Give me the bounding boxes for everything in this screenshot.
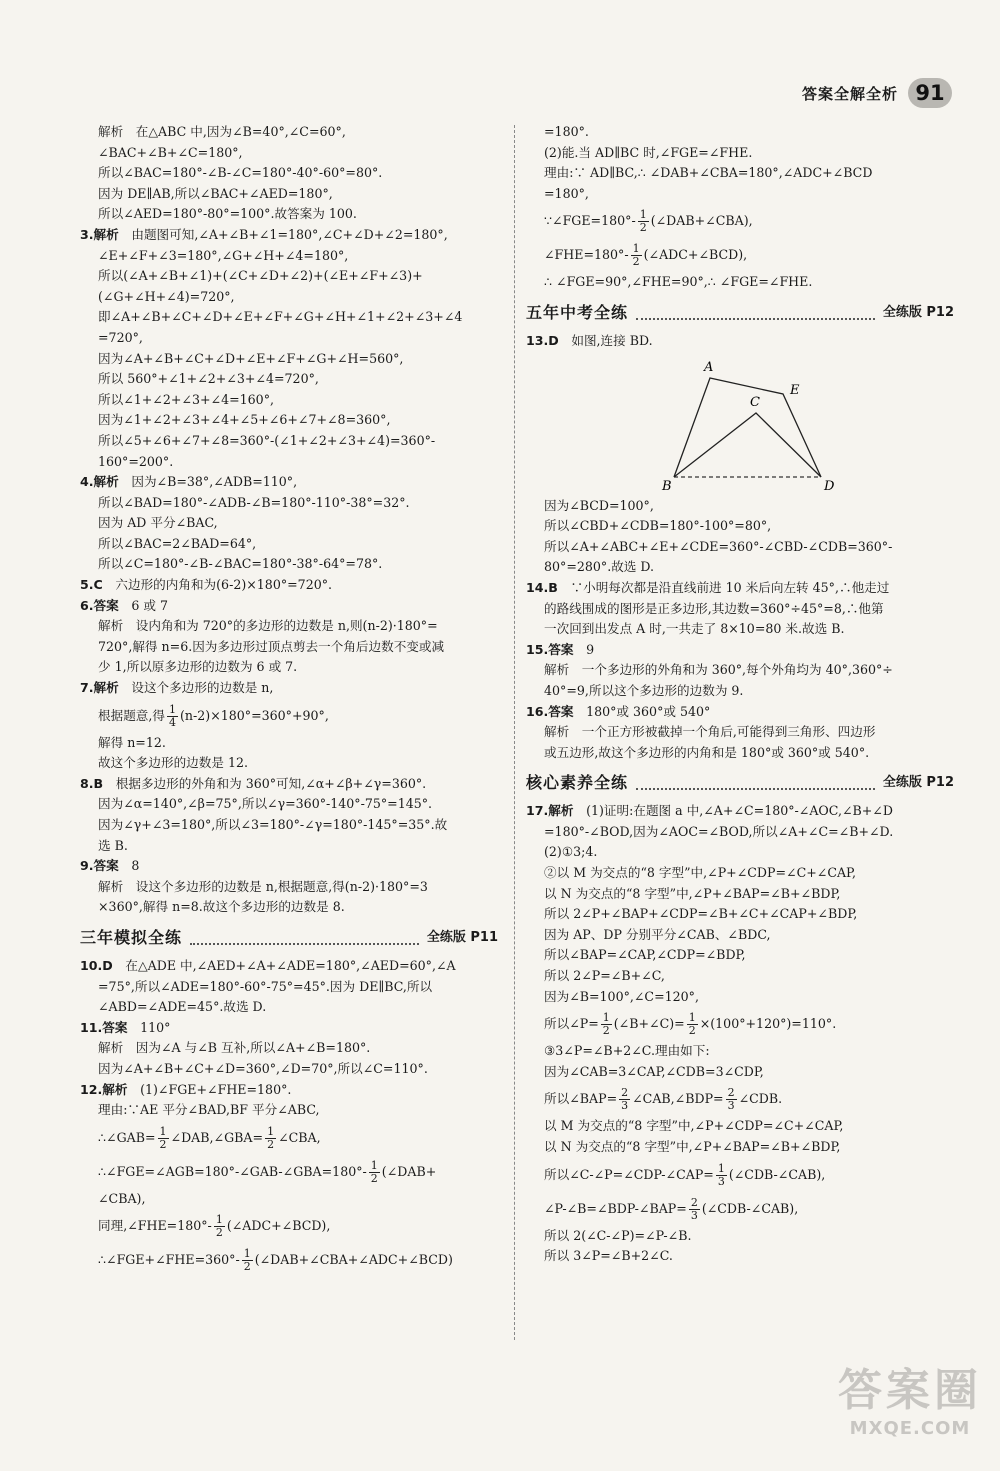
denominator: 2 bbox=[639, 221, 647, 235]
text-line: 所以 3∠P=∠B+2∠C. bbox=[544, 1248, 673, 1264]
question-label: 7.解析 bbox=[80, 680, 119, 696]
numerator: 2 bbox=[690, 1195, 698, 1209]
question-label: 9.答案 bbox=[80, 858, 119, 874]
numerator: 1 bbox=[168, 702, 176, 716]
reflex-vertex-lines bbox=[674, 413, 821, 477]
question-label: 17.解析 bbox=[526, 803, 574, 819]
numerator: 1 bbox=[639, 208, 647, 222]
text-line: 少 1,所以原多边形的边数为 6 或 7. bbox=[98, 659, 298, 675]
denominator: 3 bbox=[727, 1099, 735, 1113]
question-9 bbox=[80, 856, 498, 877]
formula-line bbox=[80, 1243, 498, 1277]
text-line: 即∠A+∠B+∠C+∠D+∠E+∠F+∠G+∠H+∠1+∠2+∠3+∠4 bbox=[98, 309, 463, 325]
denominator: 2 bbox=[159, 1137, 167, 1151]
text-line: 所以(∠A+∠B+∠1)+(∠C+∠D+∠2)+(∠E+∠F+∠3)+ bbox=[98, 268, 423, 284]
text-line: 因为∠CAB=3∠CAP,∠CDB=3∠CDP, bbox=[544, 1063, 764, 1079]
vertex-label-e: E bbox=[790, 382, 800, 398]
text-line: 解析 设这个多边形的边数是 n,根据题意,得(n-2)·180°=3 bbox=[98, 878, 428, 894]
text-fragment: ∠CDB. bbox=[738, 1091, 783, 1107]
denominator: 4 bbox=[168, 715, 176, 729]
text-line: 因为 DE∥AB,所以∠BAC+∠AED=180°, bbox=[98, 185, 333, 201]
text-line: 如图,连接 BD. bbox=[558, 332, 653, 348]
text-fragment: 所以∠C-∠P=∠CDP-∠CAP= bbox=[544, 1166, 714, 1182]
text-fragment: ∠FHE=180°- bbox=[544, 247, 629, 263]
dotted-leader bbox=[636, 306, 875, 320]
formula-line bbox=[80, 699, 498, 733]
text-fragment: ∠P-∠B=∠BDP-∠BAP= bbox=[544, 1200, 687, 1216]
text-line: (1)∠FGE+∠FHE=180°. bbox=[127, 1081, 292, 1097]
numerator: 1 bbox=[602, 1011, 610, 1025]
numerator: 1 bbox=[688, 1011, 696, 1025]
text-line: 所以∠C=180°-∠B-∠BAC=180°-38°-64°=78°. bbox=[98, 556, 383, 572]
numerator: 1 bbox=[243, 1247, 251, 1261]
text-line: 110° bbox=[127, 1019, 171, 1035]
numerator: 2 bbox=[621, 1086, 629, 1100]
watermark-url: MXQE.COM bbox=[849, 1418, 971, 1439]
text-line: 6 或 7 bbox=[118, 597, 168, 613]
text-line: =180°-∠BOD,因为∠AOC=∠BOD,所以∠A+∠C=∠B+∠D. bbox=[544, 823, 894, 839]
text-line: 解析 在△ABC 中,因为∠B=40°,∠C=60°, bbox=[98, 124, 346, 139]
denominator: 2 bbox=[215, 1226, 223, 1240]
header-title: 答案全解全析 bbox=[801, 84, 898, 103]
text-line: 解析 因为∠A 与∠B 互补,所以∠A+∠B=180°. bbox=[98, 1040, 371, 1056]
question-10 bbox=[80, 956, 498, 977]
text-line: =720°, bbox=[98, 329, 143, 345]
text-fragment: ∵∠FGE=180°- bbox=[544, 213, 636, 229]
formula-line bbox=[526, 1007, 954, 1041]
text-line: (2)能.当 AD∥BC 时,∠FGE=∠FHE. bbox=[544, 144, 753, 160]
geometry-figure bbox=[538, 356, 878, 494]
denominator: 2 bbox=[267, 1137, 275, 1151]
text-line: 由题图可知,∠A+∠B+∠1=180°,∠C+∠D+∠2=180°, bbox=[118, 226, 448, 242]
fraction bbox=[369, 1160, 380, 1185]
text-line: 所以∠AED=180°-80°=100°.故答案为 100. bbox=[98, 206, 357, 222]
denominator: 2 bbox=[602, 1024, 610, 1038]
text-line: 或五边形,故这个多边形的内角和是 180°或 360°或 540°. bbox=[544, 744, 870, 760]
numerator: 1 bbox=[215, 1213, 223, 1227]
vertex-label-b: B bbox=[662, 478, 672, 494]
vertex-label-c: C bbox=[750, 394, 760, 410]
question-16 bbox=[526, 702, 954, 723]
text-line: 所以∠CBD+∠CDB=180°-100°=80°, bbox=[544, 518, 772, 534]
formula-line bbox=[80, 1155, 498, 1189]
text-line: 因为∠1+∠2+∠3+∠4+∠5+∠6+∠7+∠8=360°, bbox=[98, 412, 391, 428]
question-8 bbox=[80, 774, 498, 795]
text-line: (∠G+∠H+∠4)=720°, bbox=[98, 288, 235, 304]
question-4 bbox=[80, 472, 498, 493]
text-line: ∠ABD=∠ADE=45°.故选 D. bbox=[98, 999, 267, 1015]
text-fragment: (∠ADC+∠BCD), bbox=[226, 1218, 331, 1234]
text-line: 160°=200°. bbox=[98, 453, 174, 469]
question-13 bbox=[526, 331, 954, 352]
fraction bbox=[158, 1126, 169, 1151]
text-line: 设这个多边形的边数是 n, bbox=[118, 680, 274, 696]
text-line: 因为∠γ+∠3=180°,所以∠3=180°-∠γ=180°-145°=35°.故 bbox=[98, 817, 448, 832]
text-fragment: 根据题意,得 bbox=[98, 707, 165, 723]
text-line: 因为∠B=100°,∠C=120°, bbox=[544, 988, 699, 1004]
text-line: 解析 一个多边形的外角和为 360°,每个外角均为 40°,360°÷ bbox=[544, 662, 893, 678]
formula-line bbox=[526, 238, 954, 272]
text-line: 解析 设内角和为 720°的多边形的边数是 n,则(n-2)·180°= bbox=[98, 618, 438, 634]
text-line: (2)①3;4. bbox=[544, 844, 598, 860]
text-fragment: (∠CDB-∠CAB), bbox=[728, 1166, 826, 1182]
text-fragment: 同理,∠FHE=180°- bbox=[98, 1218, 212, 1234]
section-reference: 全练版 P11 bbox=[426, 929, 498, 945]
text-line: 9 bbox=[573, 641, 595, 657]
denominator: 3 bbox=[621, 1099, 629, 1113]
text-line: ×360°,解得 n=8.故这个多边形的边数是 8. bbox=[98, 899, 345, 915]
text-line: 以 N 为交点的“8 字型”中,∠P+∠BAP=∠B+∠BDP, bbox=[544, 885, 841, 901]
numerator: 1 bbox=[370, 1158, 378, 1172]
denominator: 3 bbox=[717, 1174, 725, 1188]
question-label: 14.B bbox=[526, 579, 558, 595]
text-line: 所以∠BAD=180°-∠ADB-∠B=180°-110°-38°=32°. bbox=[98, 494, 410, 510]
question-label: 15.答案 bbox=[526, 641, 574, 657]
right-column bbox=[526, 122, 954, 1267]
formula-line bbox=[526, 1158, 954, 1192]
section-header bbox=[526, 299, 954, 327]
fraction bbox=[619, 1087, 630, 1112]
denominator: 2 bbox=[243, 1260, 251, 1274]
text-line: 因为∠B=38°,∠ADB=110°, bbox=[118, 474, 298, 490]
text-line: 六边形的内角和为(6-2)×180°=720°. bbox=[102, 577, 333, 593]
text-fragment: ∠CAB,∠BDP= bbox=[632, 1091, 724, 1107]
text-line: =75°,所以∠ADE=180°-60°-75°=45°.因为 DE∥BC,所以 bbox=[98, 978, 433, 994]
denominator: 2 bbox=[632, 255, 640, 269]
text-line: 以 M 为交点的“8 字型”中,∠P+∠CDP=∠C+∠CAP, bbox=[544, 1118, 844, 1134]
text-line: 720°,解得 n=6.因为多边形过顶点剪去一个角后边数不变或减 bbox=[98, 638, 445, 654]
text-line: 理由:∵AE 平分∠BAD,BF 平分∠ABC, bbox=[98, 1102, 320, 1118]
section-reference: 全练版 P12 bbox=[882, 304, 954, 320]
formula-line bbox=[80, 1121, 498, 1155]
question-label: 16.答案 bbox=[526, 703, 574, 719]
question-5 bbox=[80, 575, 498, 596]
text-line: ∴ ∠FGE=90°,∠FHE=90°,∴ ∠FGE=∠FHE. bbox=[544, 274, 813, 290]
page-number: 91 bbox=[908, 78, 952, 108]
fraction bbox=[726, 1087, 737, 1112]
denominator: 2 bbox=[370, 1171, 378, 1185]
dotted-leader bbox=[636, 776, 875, 790]
text-line: 一次回到出发点 A 时,一共走了 8×10=80 米.故选 B. bbox=[544, 621, 845, 637]
text-fragment: (∠DAB+∠CBA), bbox=[650, 213, 753, 229]
text-fragment: (n-2)×180°=360°+90°, bbox=[179, 707, 329, 723]
watermark-logo bbox=[838, 1354, 982, 1439]
section-header bbox=[80, 924, 498, 952]
text-line: 所以∠BAP=∠CAP,∠CDP=∠BDP, bbox=[544, 947, 746, 963]
question-7 bbox=[80, 678, 498, 699]
text-fragment: ×(100°+120°)=110°. bbox=[699, 1016, 837, 1032]
left-column bbox=[80, 122, 498, 1277]
vertex-label-a: A bbox=[704, 359, 714, 375]
denominator: 2 bbox=[688, 1024, 696, 1038]
text-line: 所以 2(∠C-∠P)=∠P-∠B. bbox=[544, 1227, 692, 1243]
question-14 bbox=[526, 578, 954, 599]
text-line: 的路线围成的图形是正多边形,其边数=360°÷45°=8,∴他第 bbox=[544, 600, 884, 616]
text-line: 因为∠α=140°,∠β=75°,所以∠γ=360°-140°-75°=145°. bbox=[98, 796, 433, 812]
question-label: 4.解析 bbox=[80, 474, 119, 490]
numerator: 1 bbox=[159, 1124, 167, 1138]
column-divider bbox=[514, 125, 515, 1340]
numerator: 1 bbox=[632, 242, 640, 256]
question-label: 12.解析 bbox=[80, 1081, 128, 1097]
question-label: 10.D bbox=[80, 957, 113, 973]
text-line: 所以 2∠P+∠BAP+∠CDP=∠B+∠C+∠CAP+∠BDP, bbox=[544, 906, 858, 922]
fraction bbox=[716, 1163, 727, 1188]
fraction bbox=[631, 243, 642, 268]
text-line: 故这个多边形的边数是 12. bbox=[98, 755, 248, 771]
section-header bbox=[526, 769, 954, 797]
text-line: ∠E+∠F+∠3=180°,∠G+∠H+∠4=180°, bbox=[98, 247, 349, 263]
section-title: 核心素养全练 bbox=[526, 772, 629, 792]
text-line: 所以∠BAC=180°-∠B-∠C=180°-40°-60°=80°. bbox=[98, 165, 383, 181]
formula-line bbox=[526, 1082, 954, 1116]
text-fragment: ∴∠FGE=∠AGB=180°-∠GAB-∠GBA=180°- bbox=[98, 1163, 367, 1179]
text-line: 以 N 为交点的“8 字型”中,∠P+∠BAP=∠B+∠BDP, bbox=[544, 1139, 841, 1154]
text-line: 因为∠BCD=100°, bbox=[544, 497, 654, 513]
text-line: ∵小明每次都是沿直线前进 10 米后向左转 45°,∴他走过 bbox=[557, 579, 890, 595]
section-title: 五年中考全练 bbox=[526, 302, 629, 322]
formula-line bbox=[526, 204, 954, 238]
text-fragment: (∠DAB+ bbox=[381, 1163, 437, 1179]
fraction bbox=[167, 704, 178, 729]
question-label: 5.C bbox=[80, 577, 103, 593]
text-fragment: ∠DAB,∠GBA= bbox=[170, 1129, 264, 1145]
text-line: 理由:∵ AD∥BC,∴ ∠DAB+∠CBA=180°,∠ADC+∠BCD bbox=[544, 165, 873, 181]
fraction bbox=[214, 1214, 225, 1239]
text-line: ③3∠P=∠B+2∠C.理由如下: bbox=[544, 1043, 710, 1059]
question-label: 3.解析 bbox=[80, 226, 119, 242]
text-fragment: (∠ADC+∠BCD), bbox=[643, 247, 748, 263]
question-11 bbox=[80, 1018, 498, 1039]
formula-line bbox=[80, 1209, 498, 1243]
text-line: 解析 一个正方形被截掉一个角后,可能得到三角形、四边形 bbox=[544, 724, 876, 740]
numerator: 2 bbox=[727, 1086, 735, 1100]
text-line: 在△ADE 中,∠AED+∠A+∠ADE=180°,∠AED=60°,∠A bbox=[112, 957, 456, 973]
text-line: 所以∠5+∠6+∠7+∠8=360°-(∠1+∠2+∠3+∠4)=360°- bbox=[98, 432, 436, 448]
fraction bbox=[687, 1012, 698, 1037]
fraction bbox=[242, 1248, 253, 1273]
text-line: (1)证明:在题图 a 中,∠A+∠C=180°-∠AOC,∠B+∠D bbox=[573, 803, 893, 819]
text-line: 所以∠A+∠ABC+∠E+∠CDE=360°-∠CBD-∠CDB=360°- bbox=[544, 538, 893, 554]
text-line: 因为 AP、DP 分别平分∠CAB、∠BDC, bbox=[544, 926, 771, 942]
text-fragment: ∴∠GAB= bbox=[98, 1129, 156, 1145]
fraction bbox=[638, 209, 649, 234]
text-line: 解得 n=12. bbox=[98, 734, 166, 750]
text-line: 选 B. bbox=[98, 837, 128, 853]
text-fragment: 所以∠P= bbox=[544, 1016, 599, 1032]
question-label: 8.B bbox=[80, 775, 104, 791]
text-line: 所以∠1+∠2+∠3+∠4=160°, bbox=[98, 391, 274, 407]
text-line: 所以∠BAC=2∠BAD=64°, bbox=[98, 535, 257, 551]
text-line: =180°, bbox=[544, 185, 589, 201]
question-3 bbox=[80, 225, 498, 246]
text-line: =180°. bbox=[544, 124, 589, 139]
text-fragment: ∠CBA, bbox=[278, 1129, 321, 1145]
text-line: 80°=280°.故选 D. bbox=[544, 559, 655, 575]
numerator: 1 bbox=[717, 1161, 725, 1175]
section-title: 三年模拟全练 bbox=[80, 927, 183, 947]
text-fragment: (∠CDB-∠CAB), bbox=[701, 1200, 799, 1216]
text-line: 因为 AD 平分∠BAC, bbox=[98, 515, 218, 531]
question-17 bbox=[526, 801, 954, 822]
text-line: ∠BAC+∠B+∠C=180°, bbox=[98, 144, 243, 160]
question-6 bbox=[80, 596, 498, 617]
text-fragment: 所以∠BAP= bbox=[544, 1091, 618, 1107]
text-fragment: (∠DAB+∠CBA+∠ADC+∠BCD) bbox=[254, 1252, 453, 1268]
fraction bbox=[601, 1012, 612, 1037]
text-line: 所以 560°+∠1+∠2+∠3+∠4=720°, bbox=[98, 371, 319, 387]
question-label: 6.答案 bbox=[80, 597, 119, 613]
numerator: 1 bbox=[267, 1124, 275, 1138]
question-15 bbox=[526, 640, 954, 661]
fraction bbox=[689, 1197, 700, 1222]
text-line: 180°或 360°或 540° bbox=[573, 703, 711, 719]
text-line: ②以 M 为交点的“8 字型”中,∠P+∠CDP=∠C+∠CAP, bbox=[544, 865, 856, 881]
text-line: 所以 2∠P=∠B+∠C, bbox=[544, 968, 665, 984]
page-header bbox=[802, 78, 952, 108]
text-line: 因为∠A+∠B+∠C+∠D=360°,∠D=70°,所以∠C=110°. bbox=[98, 1060, 428, 1076]
question-label: 11.答案 bbox=[80, 1019, 128, 1035]
text-line: 因为∠A+∠B+∠C+∠D+∠E+∠F+∠G+∠H=560°, bbox=[98, 350, 404, 366]
watermark-main: 答案圈 bbox=[838, 1365, 982, 1416]
question-12 bbox=[80, 1080, 498, 1101]
section-reference: 全练版 P12 bbox=[882, 774, 954, 790]
vertex-label-d: D bbox=[824, 478, 835, 494]
denominator: 3 bbox=[690, 1208, 698, 1222]
text-line: ∠CBA), bbox=[98, 1190, 146, 1206]
text-line: 根据多边形的外角和为 360°可知,∠α+∠β+∠γ=360°. bbox=[103, 775, 427, 791]
text-fragment: (∠B+∠C)= bbox=[613, 1016, 685, 1032]
question-label: 13.D bbox=[526, 332, 559, 348]
text-fragment: ∴∠FGE+∠FHE=360°- bbox=[98, 1252, 240, 1268]
fraction bbox=[265, 1126, 276, 1151]
dotted-leader bbox=[190, 931, 419, 945]
formula-line bbox=[526, 1192, 954, 1226]
text-line: 40°=9,所以这个多边形的边数为 9. bbox=[544, 682, 744, 698]
text-line: 8 bbox=[118, 858, 140, 874]
